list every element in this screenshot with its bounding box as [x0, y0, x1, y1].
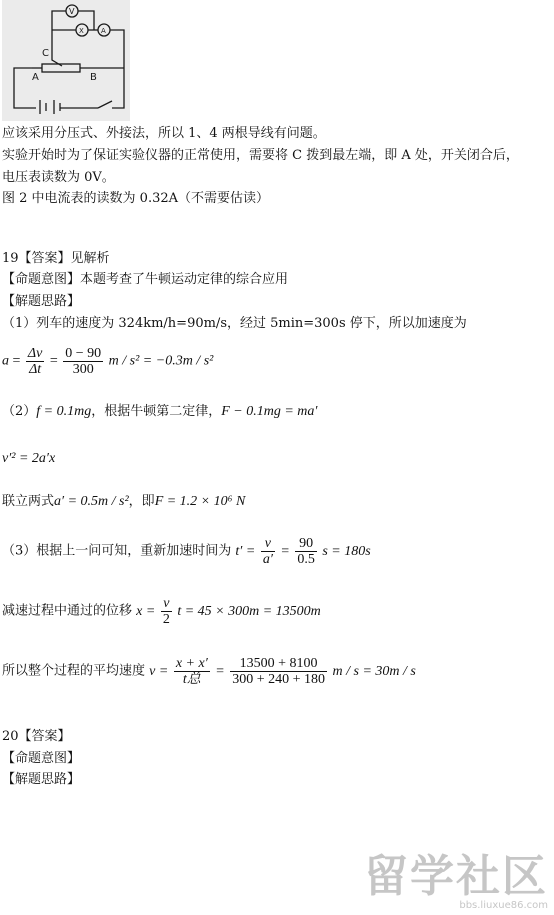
watermark-url: bbs.liuxue86.com [459, 900, 548, 911]
q20-intent: 【命题意图】 [2, 751, 81, 766]
q20-thinking: 【解题思路】 [2, 772, 81, 787]
paragraph-voltage: 电压表读数为 0V。 [2, 170, 115, 185]
equation-acceleration: a = $\frac{\Delta v}{\Delta t}$ = $\frac{0 - 90}{300}$ m / s² = −0.3m / s² [2, 346, 214, 377]
paragraph-current-reading: 图 2 中电流表的读数为 0.32A（不需要估读） [2, 191, 270, 206]
q19-average-speed: 所以整个过程的平均速度 v = $\frac{x + x'}{\text{t总}}$ = $\frac{13500 + 8100}{300 + 240 + 180}$ m / s = 30m / s [2, 656, 416, 687]
circuit-diagram-photo [2, 0, 130, 121]
label-a: A [32, 72, 39, 83]
meter-v-label: V [69, 7, 75, 16]
q19-step3: （3）根据上一问可知，重新加速时间为 t′ = $\frac{v}{a'}$ = $\frac{90}{0.5}$ s = 180s [2, 536, 371, 567]
q19-heading: 19【答案】见解析 [2, 251, 110, 266]
q19-intent: 【命题意图】本题考查了牛顿运动定律的综合应用 [2, 272, 289, 287]
equation-velocity-squared: v′² = 2a′x [2, 451, 56, 466]
q19-step2: （2）f = 0.1mg，根据牛顿第二定律，F − 0.1mg = ma′ [2, 404, 318, 419]
paragraph-procedure: 实验开始时为了保证实验仪器的正常使用，需要将 C 拨到最左端，即 A 处，开关闭合后， [2, 148, 519, 163]
q19-thinking: 【解题思路】 [2, 294, 81, 309]
circuit-diagram [2, 0, 130, 121]
q20-heading: 20【答案】 [2, 729, 71, 744]
meter-x-label: X [79, 27, 84, 35]
q19-combine: 联立两式a′ = 0.5m / s²，即F = 1.2 × 10⁶ N [2, 494, 246, 509]
meter-a-label: A [101, 27, 106, 35]
label-b: B [90, 72, 97, 83]
watermark-logo: 留学社区 [364, 851, 548, 902]
q19-step1-text: （1）列车的速度为 324km/h=90m/s，经过 5min=300s 停下，所以加速度为 [2, 316, 467, 331]
watermark [364, 851, 548, 911]
label-c: C [42, 48, 49, 59]
paragraph-method: 应该采用分压式、外接法，所以 1、4 两根导线有问题。 [2, 126, 326, 141]
q19-displacement: 减速过程中通过的位移 x = $\frac{v}{2}$ t = 45 × 300m = 13500m [2, 596, 321, 627]
